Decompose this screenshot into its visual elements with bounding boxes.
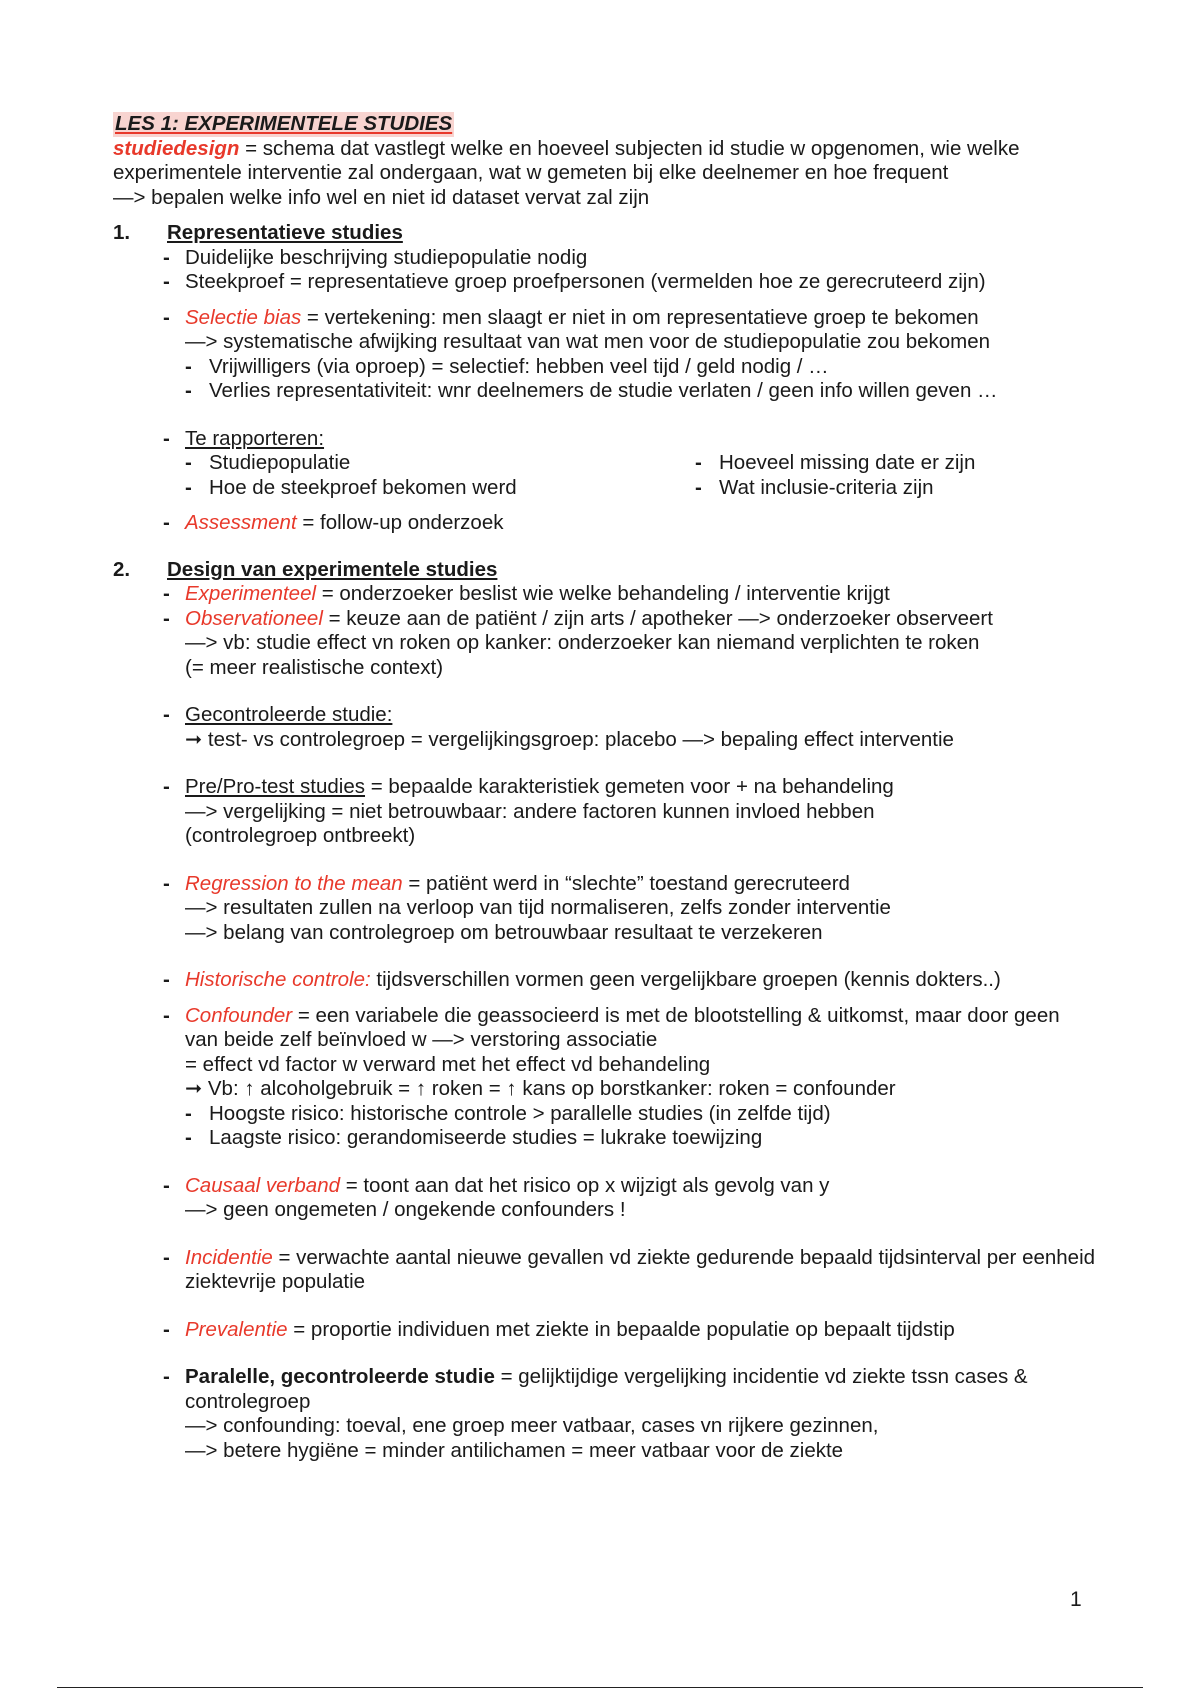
section-2 [113,558,1098,583]
document-page [113,112,1098,1463]
sub-item: - Hoogste risico: historische controle > parallelle studies (in zelfde tijd) [185,1102,1098,1127]
term-incidentie: Incidentie [185,1245,273,1269]
gecontroleerde-item: - Gecontroleerde studie: ➞ test- vs controlegroep = vergelijkingsgroep: placebo —> bepaling effect interventie [163,703,1098,752]
intro-line: —> bepalen welke info wel en niet id dataset vervat zal zijn [113,185,650,209]
term-regression-to-the-mean: Regression to the mean [185,871,403,895]
confounder-item: - Confounder = een variabele die geassocieerd is met de blootstelling & uitkomst, maar door geen van beide zelf beïnvloed w —> verstoring associatie = effect vd factor w verward met het effect vd behandeling ➞ Vb: ↑ alcoholgebruik = ↑ roken = ↑ kans op borstkanker: roken = confounder - Hoogste risico: historische controle > parallelle studies (in zelfde tijd) - Laagste risico: gerandomiseerde studies = lukrake toewijzing [163,1004,1098,1151]
intro-paragraph: studiedesign = schema dat vastlegt welke en hoeveel subjecten id studie w opgenomen, wie welke experimentele interventie zal ondergaan, wat w gemeten bij elke deelnemer en hoe frequent [113,136,1020,184]
sub-item: - Hoe de steekproef bekomen werd [185,476,695,501]
pre-pro-test-item: - Pre/Pro-test studies = bepaalde karakteristiek gemeten voor + na behandeling —> vergelijking = niet betrouwbaar: andere factoren kunnen invloed hebben (controlegroep ontbreekt) [163,775,1098,849]
sub-item: - Wat inclusie-criteria zijn [695,476,975,501]
sub-item: - Vrijwilligers (via oproep) = selectief: hebben veel tijd / geld nodig / … [185,355,1098,380]
sub-item: - Studiepopulatie [185,451,695,476]
sub-item: - Verlies representativiteit: wnr deelnemers de studie verlaten / geen info willen geven … [185,379,1098,404]
sub-item: - Laagste risico: gerandomiseerde studies = lukrake toewijzing [185,1126,1098,1151]
term-observationeel: Observationeel [185,606,323,630]
term-historische-controle: Historische controle: [185,968,371,991]
section-2-heading: Design van experimentele studies [167,557,498,581]
observationeel-item: - Observationeel = keuze aan de patiënt / zijn arts / apotheker —> onderzoeker observeert —> vb: studie effect vn roken op kanker: onderzoeker kan niemand verplichten te roken (= meer realistische context) [163,607,1098,681]
page-number: 1 [1070,1588,1082,1611]
section-2-number: 2. [113,557,131,581]
term-selectie-bias: Selectie bias [185,305,302,329]
section-1-heading: Representatieve studies [167,221,403,244]
term-gecontroleerde-studie: Gecontroleerde studie: [185,703,393,726]
section-1 [113,221,1098,246]
term-studiedesign: studiedesign [113,136,240,160]
lesson-title: LES 1: EXPERIMENTELE STUDIES [115,112,453,135]
causaal-item: - Causaal verband = toont aan dat het risico op x wijzigt als gevolg van y —> geen ongemeten / ongekende confounders ! [163,1174,1098,1223]
experimenteel-item: - Experimenteel = onderzoeker beslist wie welke behandeling / interventie krijgt [163,582,1098,607]
paralelle-item: - Paralelle, gecontroleerde studie = gelijktijdige vergelijking incidentie vd ziekte tssn cases & controlegroep —> confounding: toeval, ene groep meer vatbaar, cases vn rijkere gezinnen, —> betere hygiëne = minder antilichamen = meer vatbaar voor de ziekte [163,1365,1098,1463]
sub-item: - Hoeveel missing date er zijn [695,451,975,476]
historische-item: - Historische controle: tijdsverschillen vormen geen vergelijkbare groepen (kennis dokters..) [163,968,1098,993]
incidentie-item: - Incidentie = verwachte aantal nieuwe gevallen vd ziekte gedurende bepaald tijdsinterval per eenheid ziektevrije populatie [163,1246,1098,1295]
term-experimenteel: Experimenteel [185,582,317,605]
list-item: - Duidelijke beschrijving studiepopulatie nodig [163,246,1098,271]
term-assessment: Assessment [185,511,297,534]
term-paralelle-studie: Paralelle, gecontroleerde studie [185,1365,495,1388]
report-item [163,427,1098,501]
section-1-number: 1. [113,221,131,244]
selection-bias-item: - Selectie bias = vertekening: men slaagt er niet in om representatieve groep te bekomen —> systematische afwijking resultaat van wat men voor de studiepopulatie zou bekomen - Vrijwilligers (via oproep) = selectief: hebben veel tijd / geld nodig / … - Verlies representativiteit: wnr deelnemers de studie verlaten / geen info willen geven … [163,306,1098,404]
footer-divider [57,1687,1143,1688]
report-heading: Te rapporteren: [185,426,325,450]
list-item: - Steekproef = representatieve groep proefpersonen (vermelden hoe ze gerecruteerd zijn) [163,270,1098,295]
term-confounder: Confounder [185,1003,293,1027]
regression-item: - Regression to the mean = patiënt werd in “slechte” toestand gerecruteerd —> resultaten zullen na verloop van tijd normaliseren, zelfs zonder interventie —> belang van controlegroep om betrouwbaar resultaat te verzekeren [163,872,1098,946]
term-prevalentie: Prevalentie [185,1317,288,1341]
assessment-item: - Assessment = follow-up onderzoek [163,511,1098,536]
term-pre-pro-test: Pre/Pro-test studies [185,775,366,798]
term-causaal-verband: Causaal verband [185,1173,340,1197]
prevalentie-item: - Prevalentie = proportie individuen met ziekte in bepaalde populatie op bepaalt tijdstip [163,1318,1098,1343]
